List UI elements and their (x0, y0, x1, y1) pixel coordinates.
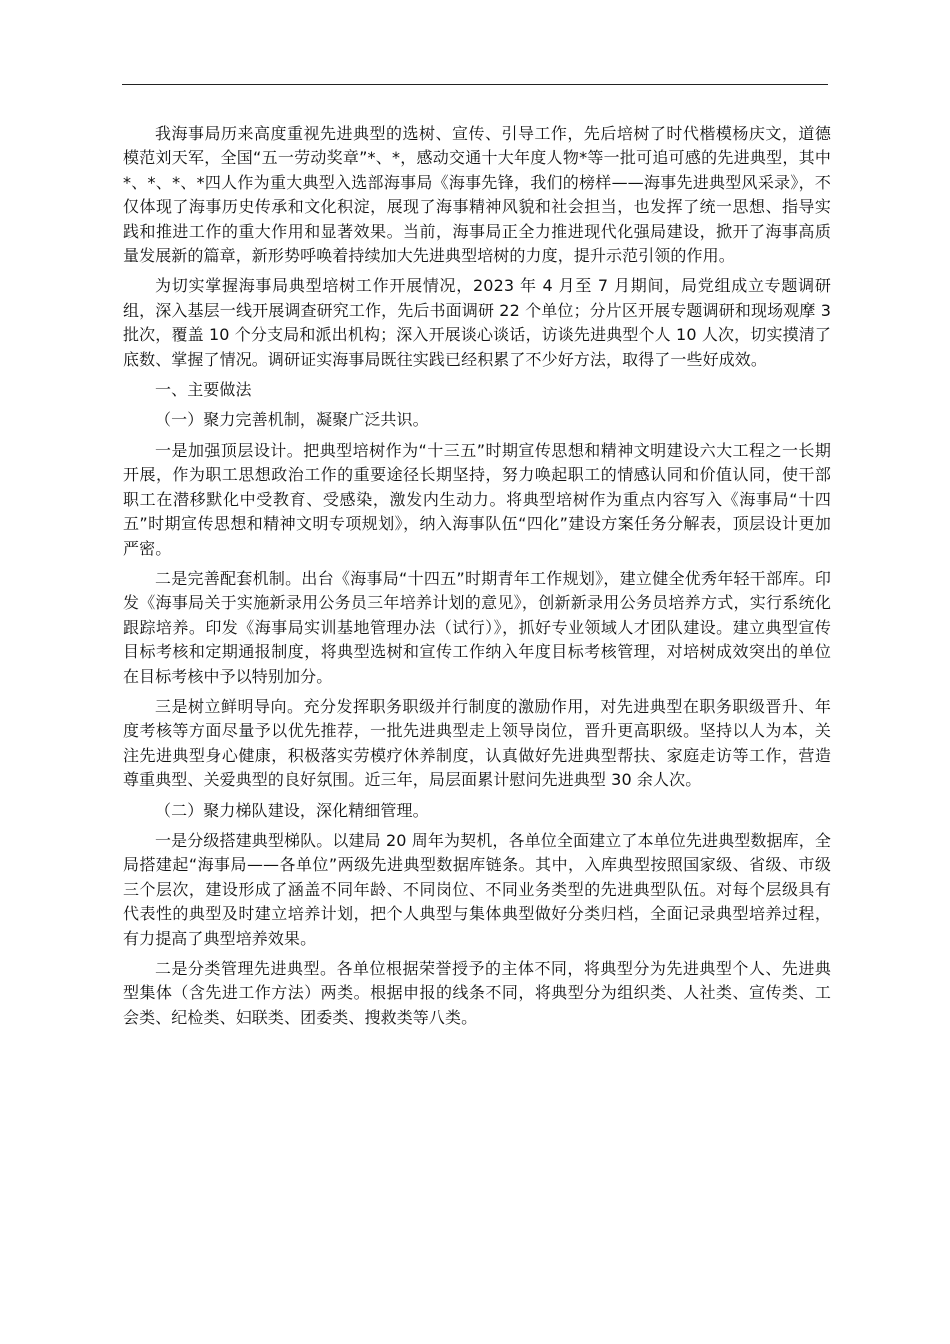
section-heading-main-practices: 一、主要做法 (155, 380, 252, 400)
paragraph-clear-orientation: 三是树立鲜明导向。充分发挥职务职级并行制度的激励作用，对先进典型在职务职级晋升、年度考核等方面尽量予以优先推荐，一批先进典型走上领导岗位，晋升更高职级。坚持以人为本，关注先进典型身心健康，积极落实劳模疗休养制度，认真做好先进典型帮扶、家庭走访等工作，营造尊重典型、关爱典型的良好氛围。近三年，局层面累计慰问先进典型 30 余人次。 (123, 696, 831, 790)
paragraph-intro: 我海事局历来高度重视先进典型的选树、宣传、引导工作，先后培树了时代楷模杨庆文，道德模范刘天军，全国“五一劳动奖章”*、*，感动交通十大年度人物*等一批可追可感的先进典型，其中*、*、*、*四人作为重大典型入选部海事局《海事先锋，我们的榜样——海事先进典型风采录》，不仅体现了海事历史传承和文化积淀，展现了海事精神风貌和社会担当，也发挥了统一思想、指导实践和推进工作的重大作用和显著效果。当前，海事局正全力推进现代化强局建设，掀开了海事高质量发展新的篇章，新形势呼唤着持续加大先进典型培树的力度，提升示范引领的作用。 (123, 124, 831, 266)
paragraph-survey: 为切实掌握海事局典型培树工作开展情况，2023 年 4 月至 7 月期间，局党组成立专题调研组，深入基层一线开展调查研究工作，先后书面调研 22 个单位；分片区开展专题调研和现场观摩 3 批次，覆盖 10 个分支局和派出机构；深入开展谈心谈话，访谈先进典型个人 10 人次，切实摸清了底数、掌握了情况。调研证实海事局既往实践已经积累了不少好方法，取得了一些好成效。 (123, 276, 831, 369)
paragraph-top-level-design: 一是加强顶层设计。把典型培树作为“十三五”时期宣传思想和精神文明建设六大工程之一长期开展，作为职工思想政治工作的重要途径长期坚持，努力唤起职工的情感认同和价值认同，使干部职工在潜移默化中受教育、受感染，激发内生动力。将典型培树作为重点内容写入《海事局“十四五”时期宣传思想和精神文明专项规划》，纳入海事队伍“四化”建设方案任务分解表，顶层设计更加严密。 (123, 440, 831, 558)
header-rule (122, 84, 828, 85)
document-body (123, 122, 831, 1036)
subsection-heading-1: （一）聚力完善机制，凝聚广泛共识。 (155, 410, 429, 430)
subsection-heading-2: （二）聚力梯队建设，深化精细管理。 (155, 800, 429, 820)
paragraph-classified-management: 二是分类管理先进典型。各单位根据荣誉授予的主体不同，将典型分为先进典型个人、先进典型集体（含先进工作方法）两类。根据申报的线条不同，将典型分为组织类、人社类、宣传类、工会类、纪检类、妇联类、团委类、搜救类等八类。 (123, 959, 831, 1027)
paragraph-supporting-mechanism: 二是完善配套机制。出台《海事局“十四五”时期青年工作规划》，建立健全优秀年轻干部库。印发《海事局关于实施新录用公务员三年培养计划的意见》，创新新录用公务员培养方式，实行系统化跟踪培养。印发《海事局实训基地管理办法（试行）》，抓好专业领域人才团队建设。建立典型宣传目标考核和定期通报制度，将典型选树和宣传工作纳入年度目标考核管理，对培树成效突出的单位在目标考核中予以特别加分。 (123, 568, 831, 686)
paragraph-tiered-echelon: 一是分级搭建典型梯队。以建局 20 周年为契机，各单位全面建立了本单位先进典型数据库，全局搭建起“海事局——各单位”两级先进典型数据库链条。其中，入库典型按照国家级、省级、市级三个层次，建设形成了涵盖不同年龄、不同岗位、不同业务类型的先进典型队伍。对每个层级具有代表性的典型及时建立培养计划，把个人典型与集体典型做好分类归档，全面记录典型培养过程，有力提高了典型培养效果。 (123, 830, 831, 948)
